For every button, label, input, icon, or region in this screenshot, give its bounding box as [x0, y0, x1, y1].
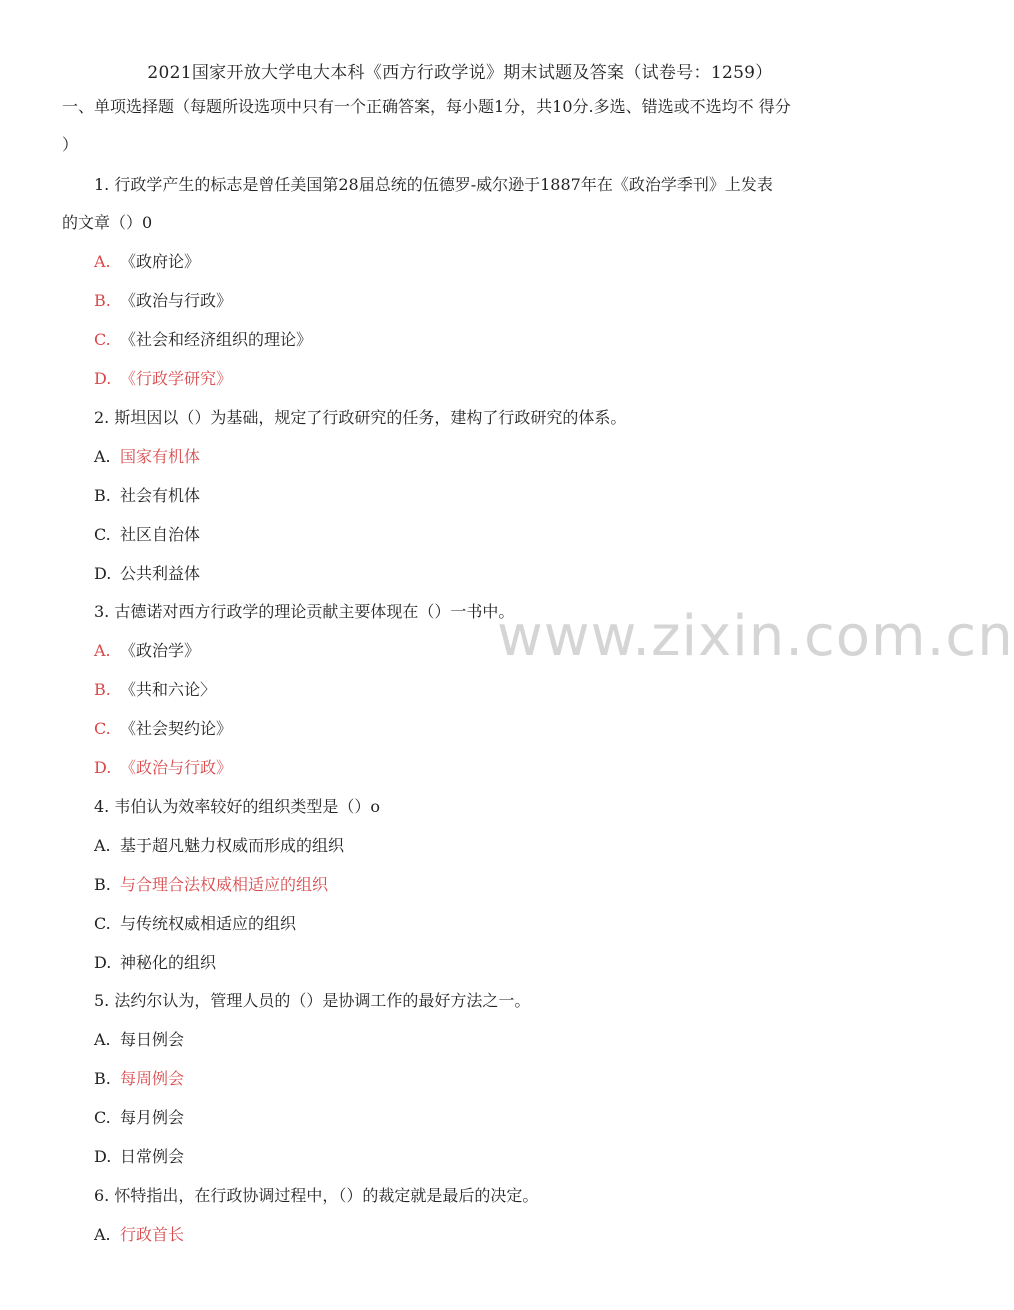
question-4-option-b: [94, 874, 328, 896]
section-heading: 一、单项选择题（每题所设选项中只有一个正确答案，每小题1分，共10分.多选、错选或不选均不 得分: [62, 97, 791, 116]
option-text: 《社会和经济组织的理论》: [120, 330, 313, 349]
question-1-option-d: [94, 368, 232, 390]
option-text: 行政首长: [120, 1225, 185, 1244]
option-text: 《政治与行政》: [120, 758, 233, 777]
option-letter: A.: [94, 1225, 111, 1244]
question-1-stem: 1. 行政学产生的标志是曾任美国第28届总统的伍德罗-威尔逊于1887年在《政治学季刊》上发表: [94, 175, 773, 194]
watermark: www.zixin.com.cn: [497, 604, 1014, 669]
option-letter: C.: [94, 914, 111, 933]
option-letter: B.: [94, 486, 111, 505]
option-text: 《共和六论〉: [120, 680, 217, 699]
option-letter: A.: [94, 447, 111, 466]
option-letter: C.: [94, 525, 111, 544]
section-heading-cont: ）: [62, 135, 79, 154]
question-3-stem: 3. 古德诺对西方行政学的理论贡献主要体现在（）一书中。: [94, 602, 515, 621]
option-letter: D.: [94, 758, 112, 777]
option-text: 《政治与行政》: [120, 291, 233, 310]
option-text: 国家有机体: [120, 447, 201, 466]
question-5-option-c: [94, 1107, 184, 1129]
option-text: 神秘化的组织: [120, 953, 217, 972]
question-3-option-b: [94, 679, 216, 701]
question-6-option-a: [94, 1224, 184, 1246]
option-letter: D.: [94, 564, 112, 583]
question-4-option-c: [94, 913, 296, 935]
option-text: 《行政学研究》: [120, 369, 233, 388]
question-1-option-a: [94, 251, 200, 273]
question-4-option-a: [94, 835, 344, 857]
question-3-option-c: [94, 718, 232, 740]
option-letter: C.: [94, 330, 111, 349]
question-2-option-a: [94, 446, 200, 468]
question-2-option-b: [94, 485, 200, 507]
option-text: 每月例会: [120, 1108, 185, 1127]
option-letter: B.: [94, 680, 111, 699]
question-1-option-c: [94, 329, 312, 351]
question-5-option-b: [94, 1068, 184, 1090]
option-letter: D.: [94, 1147, 112, 1166]
option-text: 与合理合法权威相适应的组织: [120, 875, 329, 894]
question-6-stem: 6. 怀特指出，在行政协调过程中，（）的裁定就是最后的决定。: [94, 1186, 539, 1205]
option-letter: D.: [94, 369, 112, 388]
option-text: 公共利益体: [120, 564, 201, 583]
option-letter: A.: [94, 252, 111, 271]
option-text: 《社会契约论》: [120, 719, 233, 738]
question-4-stem: 4. 韦伯认为效率较好的组织类型是（）o: [94, 797, 380, 816]
option-letter: C.: [94, 719, 111, 738]
question-3-option-a: [94, 640, 200, 662]
question-5-option-d: [94, 1146, 184, 1168]
question-2-option-d: [94, 563, 200, 585]
option-letter: D.: [94, 953, 112, 972]
option-letter: B.: [94, 875, 111, 894]
option-letter: A.: [94, 1030, 111, 1049]
question-1-option-b: [94, 290, 232, 312]
option-letter: A.: [94, 641, 111, 660]
question-2-option-c: [94, 524, 200, 546]
option-letter: B.: [94, 291, 111, 310]
option-text: 社会有机体: [120, 486, 201, 505]
question-4-option-d: [94, 952, 216, 974]
question-5-stem: 5. 法约尔认为，管理人员的（）是协调工作的最好方法之一。: [94, 991, 531, 1010]
option-text: 日常例会: [120, 1147, 185, 1166]
question-1-stem-cont: 的文章（）0: [62, 213, 153, 232]
option-text: 基于超凡魅力权威而形成的组织: [120, 836, 345, 855]
option-text: 《政府论》: [120, 252, 201, 271]
option-text: 《政治学》: [120, 641, 201, 660]
option-text: 社区自治体: [120, 525, 201, 544]
question-3-option-d: [94, 757, 232, 779]
question-5-option-a: [94, 1029, 184, 1051]
option-text: 每日例会: [120, 1030, 185, 1049]
option-letter: B.: [94, 1069, 111, 1088]
option-letter: C.: [94, 1108, 111, 1127]
option-letter: A.: [94, 836, 111, 855]
page-title: 2021国家开放大学电大本科《西方行政学说》期末试题及答案（试卷号：1259）: [147, 63, 773, 83]
option-text: 每周例会: [120, 1069, 185, 1088]
option-text: 与传统权威相适应的组织: [120, 914, 297, 933]
question-2-stem: 2. 斯坦因以（）为基础，规定了行政研究的任务，建构了行政研究的体系。: [94, 408, 627, 427]
